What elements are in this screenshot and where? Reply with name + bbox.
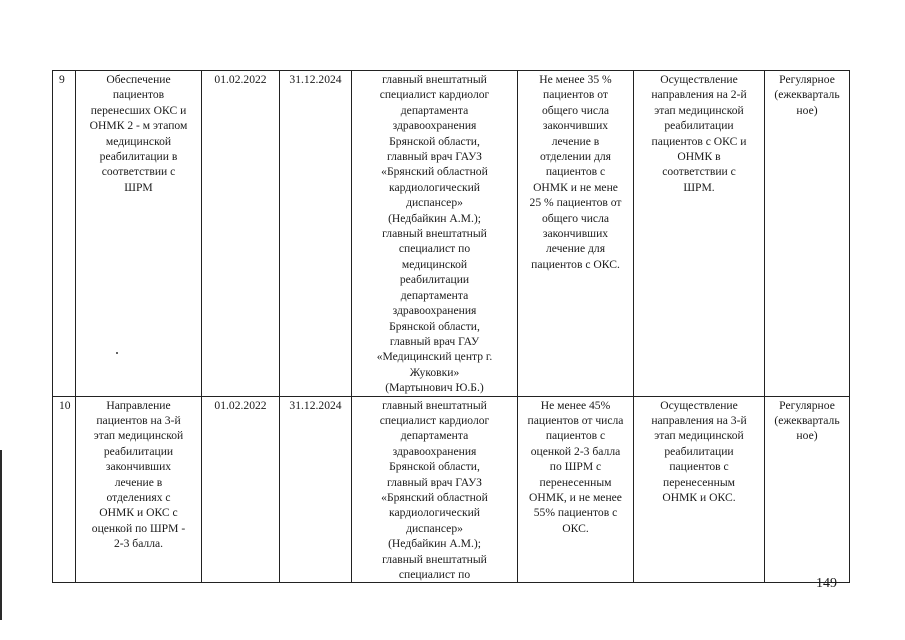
responsible-cell: главный внештатный специалист кардиолог департамента здравоохранения Брянской области, главный врач ГАУЗ «Брянский областной кардиологический диспансер» (Недбайкин А.М.); главный внештатный специалист по медицинской реабилитации департамента здравоохранения Брянской области, главный врач ГАУ «Медицинский центр г. Жуковки» (Мартынович Ю.Б.)	[352, 71, 518, 397]
periodicity-cell: Регулярное (ежекварталь ное)	[765, 71, 850, 397]
measure-cell: Направление пациентов на 3-й этап медицинской реабилитации закончивших лечение в отделениях с ОНМК и ОКС с оценкой по ШРМ - 2-3 балла.	[76, 396, 202, 583]
end-date-cell: 31.12.2024	[280, 396, 352, 583]
indicator-cell: Не менее 35 % пациентов от общего числа закончивших лечение в отделении для пациентов с ОНМК и не мене 25 % пациентов от общего числа закончивших лечение для пациентов с ОКС.	[518, 71, 634, 397]
result-cell: Осуществление направления на 3-й этап медицинской реабилитации пациентов с перенесенным ОНМК и ОКС.	[634, 396, 765, 583]
page-number: 149	[816, 576, 837, 591]
scan-edge-line	[0, 450, 2, 620]
end-date-cell: 31.12.2024	[280, 71, 352, 397]
table-row	[53, 396, 850, 583]
responsible-cell: главный внештатный специалист кардиолог департамента здравоохранения Брянской области, главный врач ГАУЗ «Брянский областной кардиологический диспансер» (Недбайкин А.М.); главный внештатный специалист по	[352, 396, 518, 583]
measures-table	[52, 70, 850, 583]
table-row	[53, 71, 850, 397]
result-cell: Осуществление направления на 2-й этап медицинской реабилитации пациентов с ОКС и ОНМК в соответствии с ШРМ.	[634, 71, 765, 397]
row-number: 10	[53, 396, 76, 583]
start-date-cell: 01.02.2022	[202, 396, 280, 583]
scan-speck	[116, 352, 118, 354]
start-date-cell: 01.02.2022	[202, 71, 280, 397]
indicator-cell: Не менее 45% пациентов от числа пациентов с оценкой 2-3 балла по ШРМ с перенесенным ОНМК, и не менее 55% пациентов с ОКС.	[518, 396, 634, 583]
measure-cell: Обеспечение пациентов перенесших ОКС и ОНМК 2 - м этапом медицинской реабилитации в соответствии с ШРМ	[76, 71, 202, 397]
row-number: 9	[53, 71, 76, 397]
periodicity-cell: Регулярное (ежекварталь ное)	[765, 396, 850, 583]
